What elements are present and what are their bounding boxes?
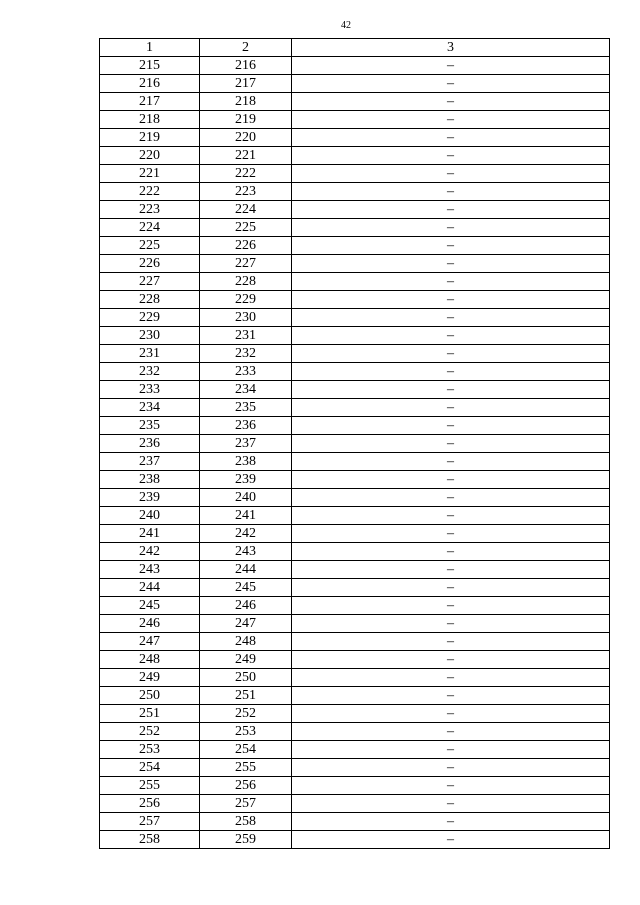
table-cell-col-2: 248 [200, 633, 292, 651]
data-table [99, 38, 610, 849]
table-cell-col-1: 218 [100, 111, 200, 129]
table-cell-col-1: 224 [100, 219, 200, 237]
table-row [100, 219, 610, 237]
table-row [100, 597, 610, 615]
table-cell-col-3: – [292, 363, 610, 381]
table-row [100, 93, 610, 111]
table-cell-col-1: 258 [100, 831, 200, 849]
table-cell-col-1: 223 [100, 201, 200, 219]
table-cell-col-2: 234 [200, 381, 292, 399]
table-cell-col-2: 222 [200, 165, 292, 183]
table-cell-col-2: 252 [200, 705, 292, 723]
table-cell-col-2: 255 [200, 759, 292, 777]
table-row [100, 57, 610, 75]
table-cell-col-1: 229 [100, 309, 200, 327]
table-cell-col-2: 256 [200, 777, 292, 795]
table-cell-col-3: – [292, 57, 610, 75]
table-row [100, 111, 610, 129]
table-cell-col-1: 252 [100, 723, 200, 741]
table-cell-col-2: 225 [200, 219, 292, 237]
table-cell-col-3: – [292, 777, 610, 795]
table-cell-col-3: – [292, 273, 610, 291]
table-cell-col-1: 255 [100, 777, 200, 795]
table-cell-col-2: 258 [200, 813, 292, 831]
table-cell-col-2: 228 [200, 273, 292, 291]
table-cell-col-2: 217 [200, 75, 292, 93]
table-cell-col-1: 219 [100, 129, 200, 147]
table-cell-col-1: 235 [100, 417, 200, 435]
table-cell-col-2: 238 [200, 453, 292, 471]
table-row [100, 579, 610, 597]
table-row [100, 345, 610, 363]
table-cell-col-1: 215 [100, 57, 200, 75]
table-row [100, 561, 610, 579]
table-cell-col-1: 246 [100, 615, 200, 633]
table-cell-col-3: – [292, 219, 610, 237]
table-row [100, 543, 610, 561]
table-cell-col-3: – [292, 813, 610, 831]
table-row [100, 255, 610, 273]
table-cell-col-1: 216 [100, 75, 200, 93]
table-cell-col-3: – [292, 435, 610, 453]
table-row [100, 795, 610, 813]
table-row [100, 327, 610, 345]
table-cell-col-1: 256 [100, 795, 200, 813]
table-row [100, 417, 610, 435]
table-row [100, 705, 610, 723]
table-cell-col-3: – [292, 75, 610, 93]
table-cell-col-3: – [292, 129, 610, 147]
column-header-1: 1 [100, 39, 200, 57]
table-cell-col-2: 240 [200, 489, 292, 507]
table-row [100, 813, 610, 831]
table-cell-col-3: – [292, 237, 610, 255]
table-cell-col-2: 259 [200, 831, 292, 849]
table-cell-col-2: 233 [200, 363, 292, 381]
table-cell-col-3: – [292, 309, 610, 327]
table-cell-col-2: 245 [200, 579, 292, 597]
table-cell-col-2: 254 [200, 741, 292, 759]
table-cell-col-1: 248 [100, 651, 200, 669]
table-row [100, 723, 610, 741]
table-row [100, 291, 610, 309]
table-row [100, 831, 610, 849]
table-cell-col-3: – [292, 327, 610, 345]
table-cell-col-3: – [292, 201, 610, 219]
table-row [100, 759, 610, 777]
table-cell-col-3: – [292, 561, 610, 579]
table-cell-col-3: – [292, 165, 610, 183]
table-cell-col-3: – [292, 741, 610, 759]
table-cell-col-3: – [292, 471, 610, 489]
table-cell-col-3: – [292, 579, 610, 597]
table-cell-col-3: – [292, 147, 610, 165]
table-cell-col-3: – [292, 687, 610, 705]
table-cell-col-1: 249 [100, 669, 200, 687]
table-cell-col-1: 250 [100, 687, 200, 705]
table-cell-col-3: – [292, 669, 610, 687]
table-cell-col-1: 257 [100, 813, 200, 831]
table-cell-col-3: – [292, 111, 610, 129]
table-body [100, 57, 610, 849]
table-row [100, 183, 610, 201]
table-row [100, 741, 610, 759]
table-cell-col-2: 239 [200, 471, 292, 489]
table-cell-col-1: 237 [100, 453, 200, 471]
table-row [100, 669, 610, 687]
table-row [100, 399, 610, 417]
table-cell-col-2: 250 [200, 669, 292, 687]
table-row [100, 525, 610, 543]
table-cell-col-3: – [292, 759, 610, 777]
table-cell-col-2: 243 [200, 543, 292, 561]
table-cell-col-2: 241 [200, 507, 292, 525]
table-cell-col-3: – [292, 525, 610, 543]
table-cell-col-3: – [292, 183, 610, 201]
table-cell-col-2: 246 [200, 597, 292, 615]
table-cell-col-2: 242 [200, 525, 292, 543]
table-row [100, 777, 610, 795]
table-cell-col-2: 226 [200, 237, 292, 255]
table-cell-col-1: 251 [100, 705, 200, 723]
table-cell-col-1: 225 [100, 237, 200, 255]
table-cell-col-2: 253 [200, 723, 292, 741]
table-cell-col-1: 232 [100, 363, 200, 381]
table-cell-col-2: 219 [200, 111, 292, 129]
table-cell-col-1: 240 [100, 507, 200, 525]
table-cell-col-3: – [292, 597, 610, 615]
table-cell-col-2: 257 [200, 795, 292, 813]
table-cell-col-1: 239 [100, 489, 200, 507]
table-cell-col-3: – [292, 399, 610, 417]
table-cell-col-1: 254 [100, 759, 200, 777]
table-cell-col-2: 235 [200, 399, 292, 417]
table-cell-col-3: – [292, 633, 610, 651]
table-cell-col-1: 222 [100, 183, 200, 201]
table-row [100, 471, 610, 489]
table-cell-col-3: – [292, 255, 610, 273]
table-cell-col-1: 242 [100, 543, 200, 561]
table-cell-col-2: 237 [200, 435, 292, 453]
table-row [100, 273, 610, 291]
table-cell-col-2: 218 [200, 93, 292, 111]
table-cell-col-3: – [292, 651, 610, 669]
table-cell-col-1: 238 [100, 471, 200, 489]
page-number: 42 [341, 20, 351, 31]
table-row [100, 363, 610, 381]
table-cell-col-2: 223 [200, 183, 292, 201]
table-cell-col-3: – [292, 615, 610, 633]
table-row [100, 165, 610, 183]
table-cell-col-1: 234 [100, 399, 200, 417]
table-cell-col-2: 251 [200, 687, 292, 705]
table-cell-col-1: 228 [100, 291, 200, 309]
table-row [100, 147, 610, 165]
table-cell-col-3: – [292, 795, 610, 813]
table-cell-col-1: 220 [100, 147, 200, 165]
table-cell-col-2: 247 [200, 615, 292, 633]
table-cell-col-2: 224 [200, 201, 292, 219]
table-cell-col-2: 216 [200, 57, 292, 75]
table-cell-col-2: 244 [200, 561, 292, 579]
table-cell-col-2: 220 [200, 129, 292, 147]
table-cell-col-1: 231 [100, 345, 200, 363]
table-cell-col-3: – [292, 93, 610, 111]
column-header-2: 2 [200, 39, 292, 57]
table-cell-col-1: 247 [100, 633, 200, 651]
table-row [100, 381, 610, 399]
table-cell-col-3: – [292, 723, 610, 741]
table-row [100, 651, 610, 669]
table-cell-col-2: 227 [200, 255, 292, 273]
table-cell-col-3: – [292, 705, 610, 723]
table-cell-col-1: 241 [100, 525, 200, 543]
table-cell-col-1: 217 [100, 93, 200, 111]
table-cell-col-1: 227 [100, 273, 200, 291]
table-row [100, 75, 610, 93]
table-cell-col-1: 245 [100, 597, 200, 615]
table-cell-col-1: 243 [100, 561, 200, 579]
table-row [100, 129, 610, 147]
table-cell-col-2: 232 [200, 345, 292, 363]
table-row [100, 309, 610, 327]
table-cell-col-3: – [292, 291, 610, 309]
table-cell-col-2: 230 [200, 309, 292, 327]
table-cell-col-2: 229 [200, 291, 292, 309]
table-cell-col-1: 236 [100, 435, 200, 453]
table-cell-col-3: – [292, 831, 610, 849]
table-cell-col-3: – [292, 345, 610, 363]
table-cell-col-1: 244 [100, 579, 200, 597]
table-cell-col-2: 221 [200, 147, 292, 165]
table-row [100, 687, 610, 705]
table-row [100, 453, 610, 471]
column-header-3: 3 [292, 39, 610, 57]
table-row [100, 615, 610, 633]
table-row [100, 435, 610, 453]
table-cell-col-3: – [292, 417, 610, 435]
table-row [100, 633, 610, 651]
table-cell-col-3: – [292, 543, 610, 561]
table-cell-col-1: 233 [100, 381, 200, 399]
table-header-row [100, 39, 610, 57]
table-cell-col-2: 236 [200, 417, 292, 435]
table-cell-col-3: – [292, 507, 610, 525]
table-cell-col-3: – [292, 489, 610, 507]
table-row [100, 237, 610, 255]
table-cell-col-1: 253 [100, 741, 200, 759]
table-row [100, 489, 610, 507]
table-cell-col-1: 221 [100, 165, 200, 183]
table-cell-col-3: – [292, 453, 610, 471]
table-row [100, 201, 610, 219]
table-row [100, 507, 610, 525]
table-cell-col-3: – [292, 381, 610, 399]
table-cell-col-1: 226 [100, 255, 200, 273]
table-cell-col-2: 249 [200, 651, 292, 669]
table-cell-col-2: 231 [200, 327, 292, 345]
table-cell-col-1: 230 [100, 327, 200, 345]
